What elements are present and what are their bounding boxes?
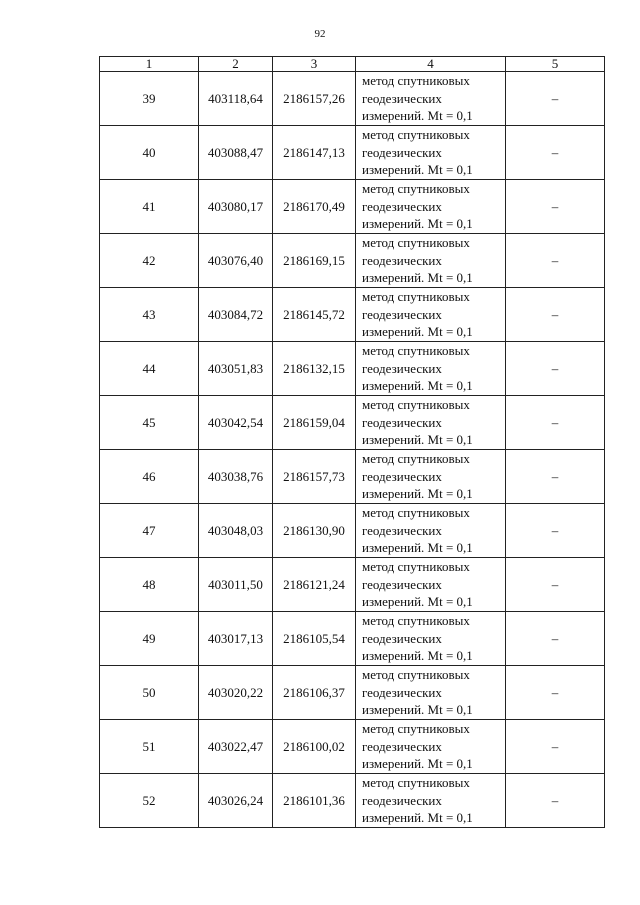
method-line: измерений. Mt = 0,1 bbox=[362, 594, 473, 610]
table-row bbox=[100, 180, 605, 234]
method-line: геодезических bbox=[362, 306, 442, 322]
method-line: измерений. Mt = 0,1 bbox=[362, 378, 473, 394]
method-line: измерений. Mt = 0,1 bbox=[362, 216, 473, 232]
table-row bbox=[100, 774, 605, 828]
x-coordinate-cell: 403088,47 bbox=[199, 126, 273, 180]
method-cell bbox=[356, 720, 506, 774]
x-coordinate-cell: 403042,54 bbox=[199, 396, 273, 450]
method-line: метод спутниковых bbox=[362, 667, 470, 683]
y-coordinate-cell: 2186170,49 bbox=[273, 180, 356, 234]
method-line: геодезических bbox=[362, 684, 442, 700]
method-cell bbox=[356, 288, 506, 342]
method-cell bbox=[356, 342, 506, 396]
column-header-1: 1 bbox=[100, 57, 199, 72]
x-coordinate-cell: 403080,17 bbox=[199, 180, 273, 234]
method-cell bbox=[356, 774, 506, 828]
note-cell: – bbox=[506, 342, 605, 396]
table-row bbox=[100, 288, 605, 342]
point-number-cell: 48 bbox=[100, 558, 199, 612]
method-cell bbox=[356, 558, 506, 612]
method-line: метод спутниковых bbox=[362, 181, 470, 197]
method-line: измерений. Mt = 0,1 bbox=[362, 432, 473, 448]
table-row bbox=[100, 342, 605, 396]
y-coordinate-cell: 2186147,13 bbox=[273, 126, 356, 180]
y-coordinate-cell: 2186159,04 bbox=[273, 396, 356, 450]
y-coordinate-cell: 2186105,54 bbox=[273, 612, 356, 666]
y-coordinate-cell: 2186101,36 bbox=[273, 774, 356, 828]
table-body bbox=[100, 72, 605, 828]
column-header-4: 4 bbox=[356, 57, 506, 72]
method-line: метод спутниковых bbox=[362, 289, 470, 305]
method-cell bbox=[356, 612, 506, 666]
note-cell: – bbox=[506, 288, 605, 342]
method-cell bbox=[356, 126, 506, 180]
x-coordinate-cell: 403011,50 bbox=[199, 558, 273, 612]
point-number-cell: 43 bbox=[100, 288, 199, 342]
method-line: геодезических bbox=[362, 468, 442, 484]
point-number-cell: 52 bbox=[100, 774, 199, 828]
method-cell bbox=[356, 450, 506, 504]
point-number-cell: 46 bbox=[100, 450, 199, 504]
note-cell: – bbox=[506, 450, 605, 504]
method-line: метод спутниковых bbox=[362, 451, 470, 467]
y-coordinate-cell: 2186157,26 bbox=[273, 72, 356, 126]
method-line: метод спутниковых bbox=[362, 235, 470, 251]
note-cell: – bbox=[506, 558, 605, 612]
point-number-cell: 41 bbox=[100, 180, 199, 234]
method-line: геодезических bbox=[362, 576, 442, 592]
x-coordinate-cell: 403051,83 bbox=[199, 342, 273, 396]
table-row bbox=[100, 450, 605, 504]
method-line: метод спутниковых bbox=[362, 343, 470, 359]
method-line: метод спутниковых bbox=[362, 397, 470, 413]
note-cell: – bbox=[506, 234, 605, 288]
x-coordinate-cell: 403038,76 bbox=[199, 450, 273, 504]
x-coordinate-cell: 403017,13 bbox=[199, 612, 273, 666]
y-coordinate-cell: 2186132,15 bbox=[273, 342, 356, 396]
table-row bbox=[100, 612, 605, 666]
method-line: метод спутниковых bbox=[362, 721, 470, 737]
x-coordinate-cell: 403076,40 bbox=[199, 234, 273, 288]
method-cell bbox=[356, 666, 506, 720]
method-line: измерений. Mt = 0,1 bbox=[362, 756, 473, 772]
y-coordinate-cell: 2186130,90 bbox=[273, 504, 356, 558]
method-line: измерений. Mt = 0,1 bbox=[362, 108, 473, 124]
page-number: 92 bbox=[314, 28, 326, 40]
method-line: измерений. Mt = 0,1 bbox=[362, 324, 473, 340]
method-line: метод спутниковых bbox=[362, 127, 470, 143]
table-row bbox=[100, 126, 605, 180]
method-line: геодезических bbox=[362, 522, 442, 538]
header-row bbox=[100, 57, 605, 72]
method-line: геодезических bbox=[362, 360, 442, 376]
method-cell bbox=[356, 180, 506, 234]
method-line: метод спутниковых bbox=[362, 775, 470, 791]
table-row bbox=[100, 234, 605, 288]
method-line: геодезических bbox=[362, 792, 442, 808]
x-coordinate-cell: 403026,24 bbox=[199, 774, 273, 828]
point-number-cell: 44 bbox=[100, 342, 199, 396]
method-line: измерений. Mt = 0,1 bbox=[362, 648, 473, 664]
method-line: геодезических bbox=[362, 198, 442, 214]
table-row bbox=[100, 504, 605, 558]
method-line: измерений. Mt = 0,1 bbox=[362, 270, 473, 286]
method-line: измерений. Mt = 0,1 bbox=[362, 810, 473, 826]
y-coordinate-cell: 2186157,73 bbox=[273, 450, 356, 504]
method-line: метод спутниковых bbox=[362, 559, 470, 575]
x-coordinate-cell: 403048,03 bbox=[199, 504, 273, 558]
y-coordinate-cell: 2186145,72 bbox=[273, 288, 356, 342]
note-cell: – bbox=[506, 774, 605, 828]
point-number-cell: 49 bbox=[100, 612, 199, 666]
method-cell bbox=[356, 234, 506, 288]
table-row bbox=[100, 558, 605, 612]
column-header-2: 2 bbox=[199, 57, 273, 72]
method-line: геодезических bbox=[362, 252, 442, 268]
method-line: геодезических bbox=[362, 738, 442, 754]
method-line: геодезических bbox=[362, 144, 442, 160]
point-number-cell: 50 bbox=[100, 666, 199, 720]
table-row bbox=[100, 396, 605, 450]
note-cell: – bbox=[506, 612, 605, 666]
method-cell bbox=[356, 396, 506, 450]
column-header-3: 3 bbox=[273, 57, 356, 72]
note-cell: – bbox=[506, 666, 605, 720]
method-line: геодезических bbox=[362, 630, 442, 646]
point-number-cell: 39 bbox=[100, 72, 199, 126]
x-coordinate-cell: 403084,72 bbox=[199, 288, 273, 342]
method-line: измерений. Mt = 0,1 bbox=[362, 702, 473, 718]
x-coordinate-cell: 403020,22 bbox=[199, 666, 273, 720]
point-number-cell: 40 bbox=[100, 126, 199, 180]
method-line: измерений. Mt = 0,1 bbox=[362, 162, 473, 178]
table-row bbox=[100, 72, 605, 126]
method-cell bbox=[356, 504, 506, 558]
note-cell: – bbox=[506, 180, 605, 234]
method-line: измерений. Mt = 0,1 bbox=[362, 540, 473, 556]
method-line: метод спутниковых bbox=[362, 613, 470, 629]
y-coordinate-cell: 2186121,24 bbox=[273, 558, 356, 612]
note-cell: – bbox=[506, 504, 605, 558]
y-coordinate-cell: 2186100,02 bbox=[273, 720, 356, 774]
y-coordinate-cell: 2186106,37 bbox=[273, 666, 356, 720]
method-cell bbox=[356, 72, 506, 126]
note-cell: – bbox=[506, 72, 605, 126]
method-line: геодезических bbox=[362, 414, 442, 430]
method-line: метод спутниковых bbox=[362, 505, 470, 521]
note-cell: – bbox=[506, 720, 605, 774]
column-header-5: 5 bbox=[506, 57, 605, 72]
table-row bbox=[100, 720, 605, 774]
x-coordinate-cell: 403022,47 bbox=[199, 720, 273, 774]
note-cell: – bbox=[506, 126, 605, 180]
coordinates-table bbox=[99, 56, 605, 828]
y-coordinate-cell: 2186169,15 bbox=[273, 234, 356, 288]
point-number-cell: 42 bbox=[100, 234, 199, 288]
point-number-cell: 47 bbox=[100, 504, 199, 558]
method-line: геодезических bbox=[362, 90, 442, 106]
point-number-cell: 45 bbox=[100, 396, 199, 450]
method-line: метод спутниковых bbox=[362, 73, 470, 89]
note-cell: – bbox=[506, 396, 605, 450]
point-number-cell: 51 bbox=[100, 720, 199, 774]
table-row bbox=[100, 666, 605, 720]
x-coordinate-cell: 403118,64 bbox=[199, 72, 273, 126]
method-line: измерений. Mt = 0,1 bbox=[362, 486, 473, 502]
